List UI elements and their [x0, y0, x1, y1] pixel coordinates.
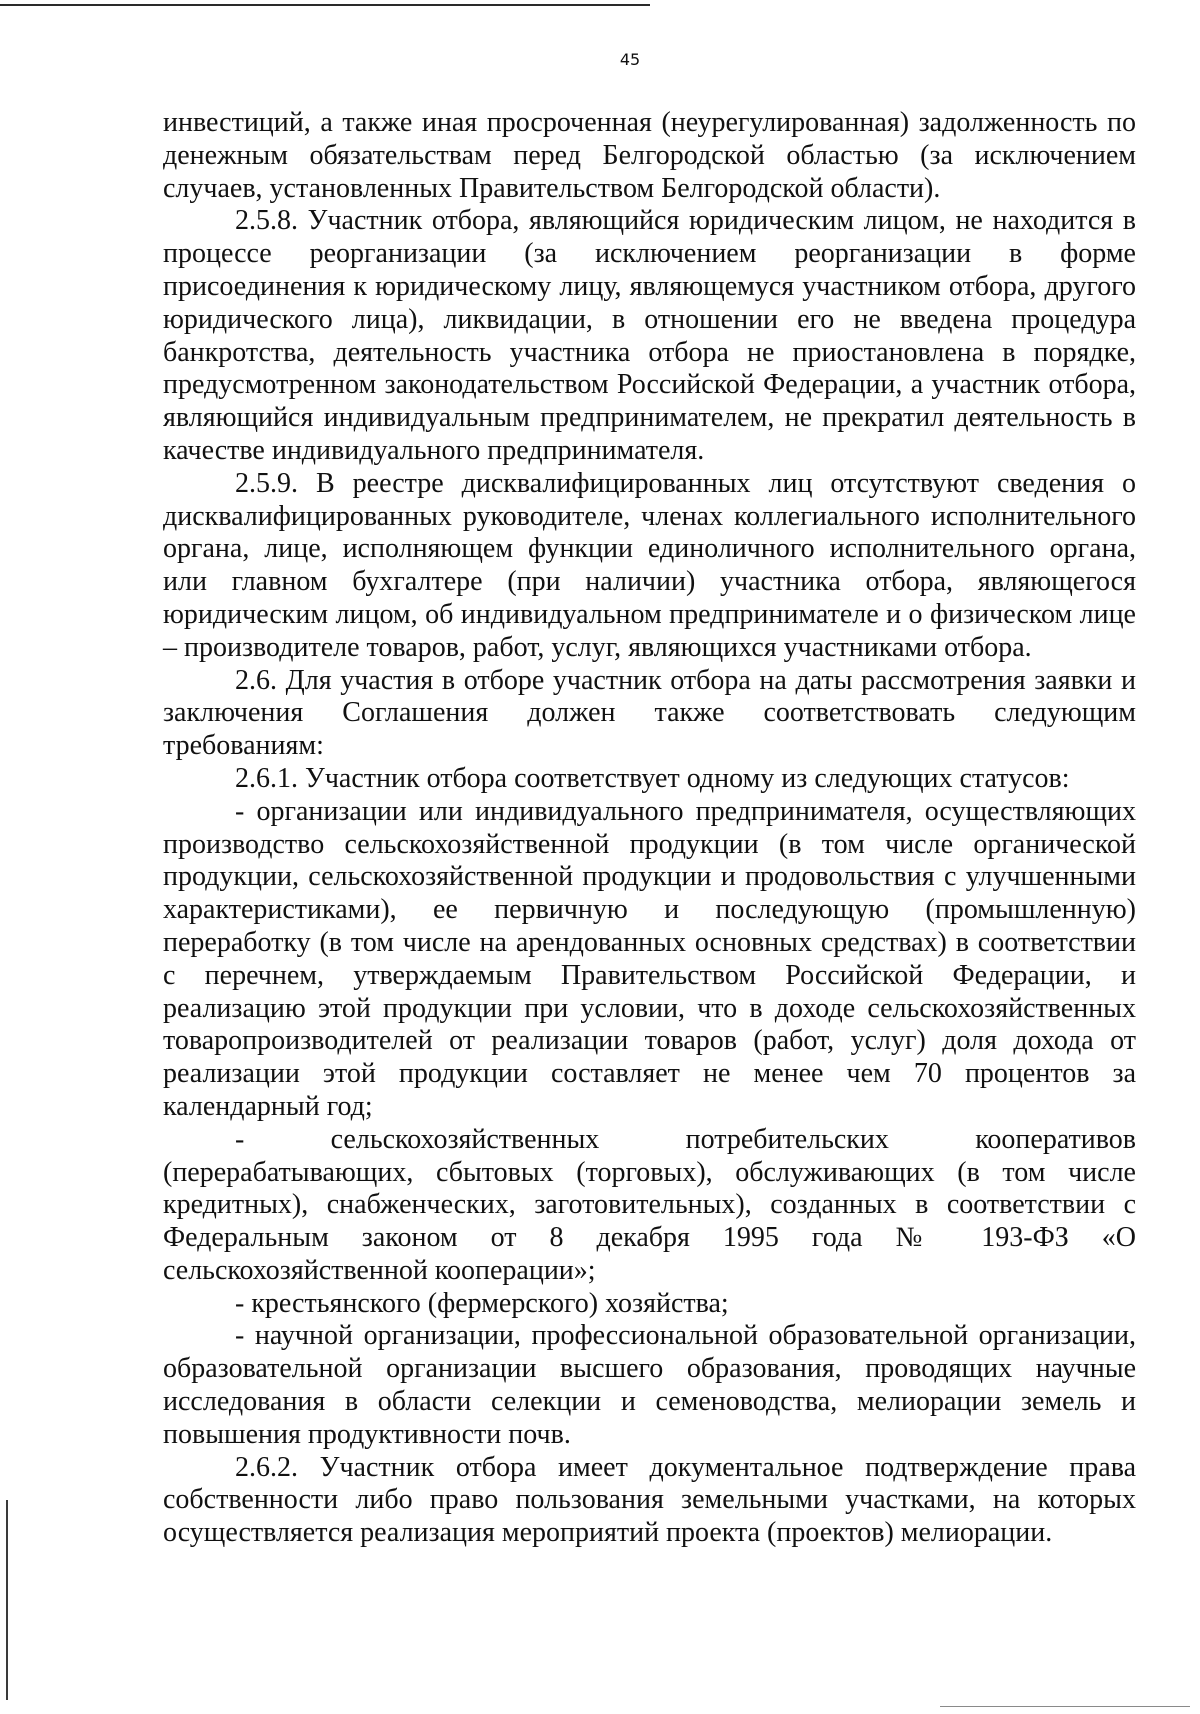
scan-edge-line-bottom — [940, 1706, 1190, 1707]
page-number: 45 — [619, 50, 641, 69]
list-item-farm: - крестьянского (фермерского) хозяйства; — [235, 1287, 729, 1319]
document-body — [163, 107, 1136, 1550]
list-item-producers: - организации или индивидуального предпринимателя, осуществляющих производство сельскохозяйственной продукции (в том числе органической продукции, сельскохозяйственной продукции и продовольствия с улучшенными характеристиками), ее первичную и последующую (промышленную) переработку (в том числе на арендованных основных средствах) в соответствии с перечнем, утверждаемым Правительством Российской Федерации, и реализацию этой продукции при условии, что в доходе сельскохозяйственных товаропроизводителей от реализации товаров (работ, услуг) доля дохода от реализации этой продукции составляет не менее чем 70 процентов за календарный год; — [163, 795, 1136, 1122]
paragraph-2-6-1: 2.6.1. Участник отбора соответствует одному из следующих статусов: — [235, 762, 1070, 794]
paragraph-2-6: 2.6. Для участия в отборе участник отбора на даты рассмотрения заявки и заключения Соглашения должен также соответствовать следующим требованиям: — [163, 664, 1136, 762]
paragraph-2-6-2: 2.6.2. Участник отбора имеет документальное подтверждение права собственности либо право пользования земельными участками, на которых осуществляется реализация мероприятий проекта (проектов) мелиорации. — [163, 1451, 1136, 1549]
list-item-scientific-organization: - научной организации, профессиональной образовательной организации, образовательной организации высшего образования, проводящих научные исследования в области селекции и семеноводства, мелиорации земель и повышения продуктивности почв. — [163, 1320, 1136, 1450]
scan-edge-line-left — [6, 1500, 8, 1700]
list-item-cooperatives: - сельскохозяйственных потребительских кооперативов (перерабатывающих, сбытовых (торговых), обслуживающих (в том числе кредитных), снабженческих, заготовительных), созданных в соответствии с Федеральным законом от 8 декабря 1995 года № 193-ФЗ «О сельскохозяйственной кооперации»; — [163, 1123, 1136, 1286]
scan-edge-line-top — [0, 4, 650, 6]
paragraph-continuation: инвестиций, а также иная просроченная (неурегулированная) задолженность по денежным обязательствам перед Белгородской областью (за исключением случаев, установленных Правительством Белгородской области). — [163, 107, 1136, 204]
paragraph-2-5-9: 2.5.9. В реестре дисквалифицированных лиц отсутствуют сведения о дисквалифицированных руководителе, членах коллегиального исполнительного органа, лице, исполняющем функции единоличного исполнительного органа, или главном бухгалтере (при наличии) участника отбора, являющегося юридическим лицом, об индивидуальном предпринимателе и о физическом лице – производителе товаров, работ, услуг, являющихся участниками отбора. — [163, 467, 1136, 663]
paragraph-2-5-8: 2.5.8. Участник отбора, являющийся юридическим лицом, не находится в процессе реорганизации (за исключением реорганизации в форме присоединения к юридическому лицу, являющемуся участником отбора, другого юридического лица), ликвидации, в отношении его не введена процедура банкротства, деятельность участника отбора не приостановлена в порядке, предусмотренном законодательством Российской Федерации, а участник отбора, являющийся индивидуальным предпринимателем, не прекратил деятельность в качестве индивидуального предпринимателя. — [163, 205, 1136, 466]
